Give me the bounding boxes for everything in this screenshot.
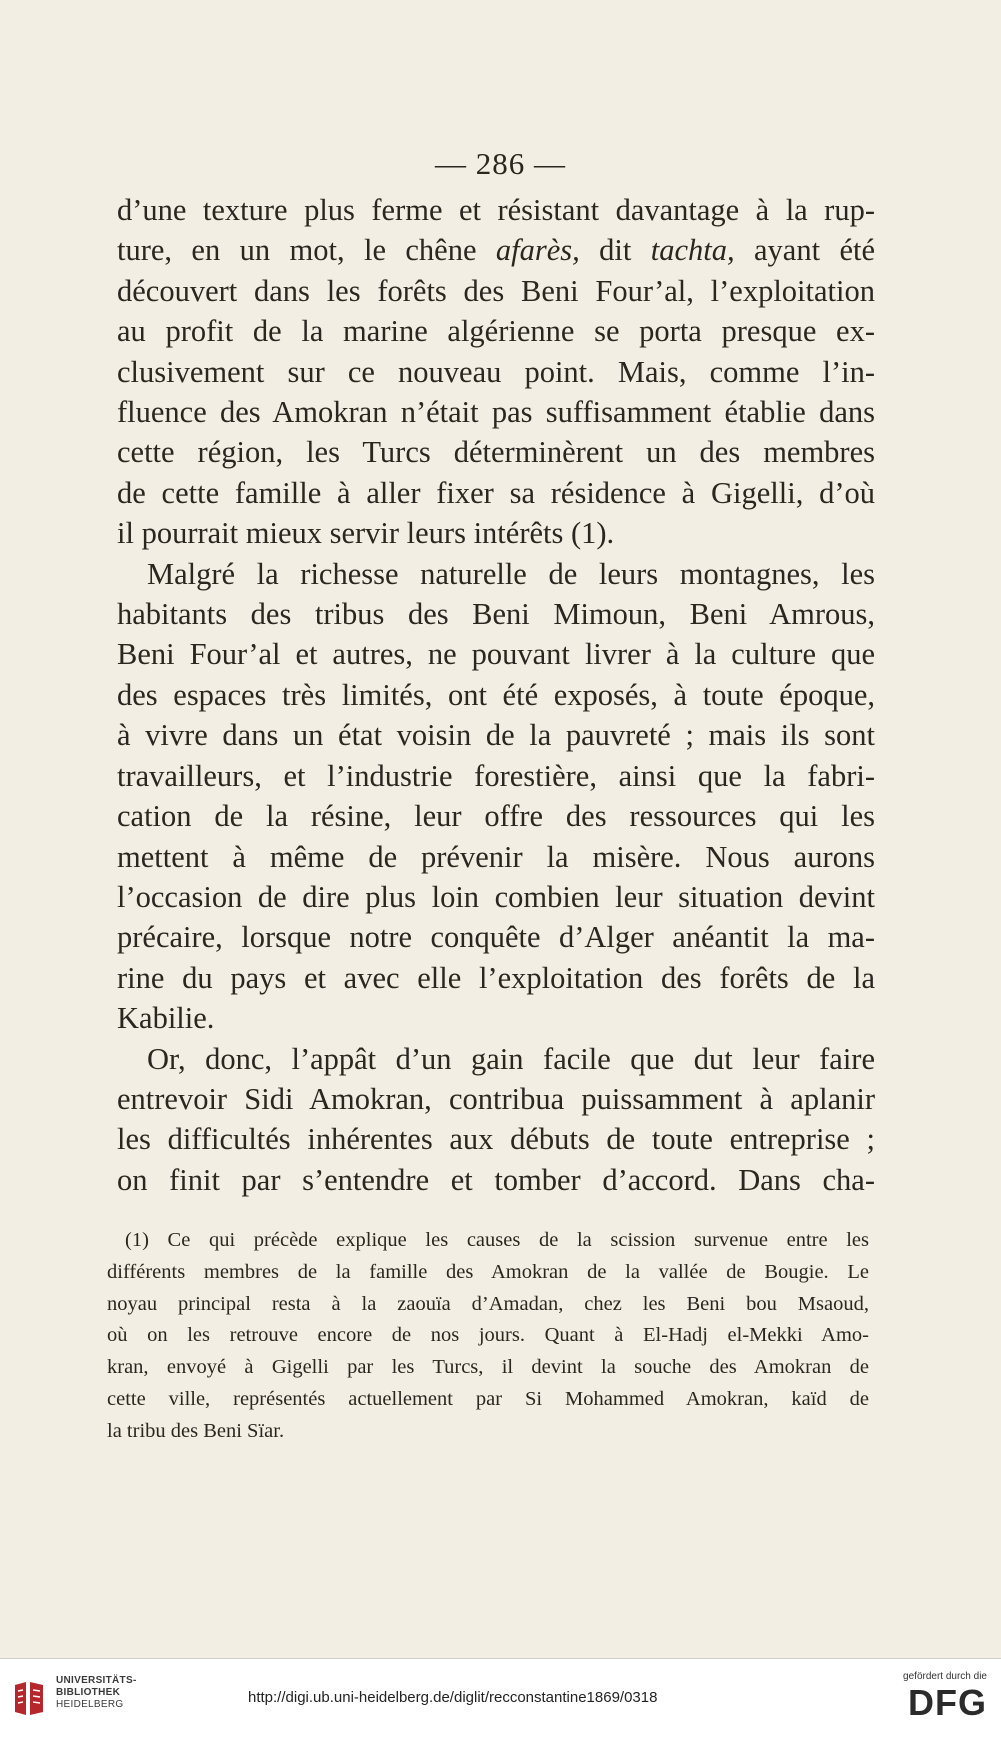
footnote-line: kran, envoyé à Gigelli par les Turcs, il devint la souche des Amokran de (107, 1356, 869, 1379)
text-line: on finit par s’entendre et tomber d’accord. Dans cha- (117, 1162, 875, 1197)
text-line: clusivement sur ce nouveau point. Mais, comme l’in- (117, 354, 875, 389)
university-library-name (56, 1675, 137, 1711)
svg-text:DFG: DFG (908, 1684, 987, 1720)
text-line: au profit de la marine algérienne se porta presque ex- (117, 314, 875, 349)
text-line: Malgré la richesse naturelle de leurs montagnes, les (147, 556, 875, 591)
footnote-line: noyau principal resta à la zaouïa d’Amadan, chez les Beni bou Msaoud, (107, 1292, 869, 1315)
text-line: entrevoir Sidi Amokran, contribua puissamment à aplanir (117, 1081, 875, 1116)
text-line: mettent à même de prévenir la misère. Nous aurons (117, 839, 875, 874)
text-line: l’occasion de dire plus loin combien leur situation devint (117, 879, 875, 914)
text-line: Kabilie. (117, 1001, 215, 1036)
text-run: ayant été (734, 233, 875, 268)
footnote-line: cette ville, représentés actuellement par Si Mohammed Amokran, kaïd de (107, 1387, 869, 1410)
text-line: précaire, lorsque notre conquête d’Alger anéantit la ma- (117, 920, 875, 955)
text-line: travailleurs, et l’industrie forestière, ainsi que la fabri- (117, 758, 875, 793)
funder-block (895, 1671, 987, 1720)
text-line: Beni Four’al et autres, ne pouvant livrer à la culture que (117, 637, 875, 672)
text-line: d’une texture plus ferme et résistant davantage à la rup- (117, 193, 875, 227)
text-line: cette région, les Turcs déterminèrent un des membres (117, 435, 875, 470)
footnote (107, 1225, 869, 1448)
dfg-logo-icon (895, 1684, 987, 1720)
text-line: rine du pays et avec elle l’exploitation des forêts de la (117, 960, 875, 995)
logo-line-3: HEIDELBERG (56, 1699, 124, 1710)
page-number: — 286 — (435, 146, 566, 181)
logo-line-2: BIBLIOTHEK (56, 1687, 121, 1698)
body-text (117, 190, 875, 1200)
text-line: fluence des Amokran n’était pas suffisamment établie dans (117, 395, 875, 430)
text-line: à vivre dans un état voisin de la pauvreté ; mais ils sont (117, 718, 875, 753)
text-line: Or, donc, l’appât d’un gain facile que dut leur faire (147, 1041, 875, 1076)
text-run: ture, en un mot, le chêne (117, 233, 496, 268)
italic-term: tachta, (650, 233, 735, 268)
footnote-line: où on les retrouve encore de nos jours. Quant à El-Hadj el-Mekki Amo- (107, 1324, 869, 1347)
permalink-url[interactable]: http://digi.ub.uni-heidelberg.de/diglit/recconstantine1869/0318 (248, 1689, 658, 1706)
text-line: il pourrait mieux servir leurs intérêts (1). (117, 516, 615, 551)
text-line: découvert dans les forêts des Beni Four’al, l’exploitation (117, 273, 875, 308)
footer-bar (0, 1658, 1001, 1737)
footnote-line: différents membres de la famille des Amokran de la vallée de Bougie. Le (107, 1260, 869, 1283)
text-run: dit (579, 233, 651, 268)
text-line: habitants des tribus des Beni Mimoun, Beni Amrous, (117, 597, 875, 632)
university-library-logo-icon (12, 1679, 46, 1719)
logo-line-1: UNIVERSITÄTS- (56, 1675, 137, 1686)
text-line: des espaces très limités, ont été exposés, à toute époque, (117, 677, 875, 712)
text-line: de cette famille à aller fixer sa résidence à Gigelli, d’où (117, 475, 875, 510)
italic-term: afarès, (495, 233, 580, 268)
footnote-line: (1) Ce qui précède explique les causes de la scission survenue entre les (125, 1229, 869, 1251)
footnote-line: la tribu des Beni Sïar. (107, 1419, 285, 1442)
funder-caption: gefördert durch die (903, 1671, 987, 1682)
text-line: les difficultés inhérentes aux débuts de toute entreprise ; (117, 1122, 875, 1157)
text-line: cation de la résine, leur offre des ressources qui les (117, 799, 875, 834)
text-line (117, 230, 875, 270)
